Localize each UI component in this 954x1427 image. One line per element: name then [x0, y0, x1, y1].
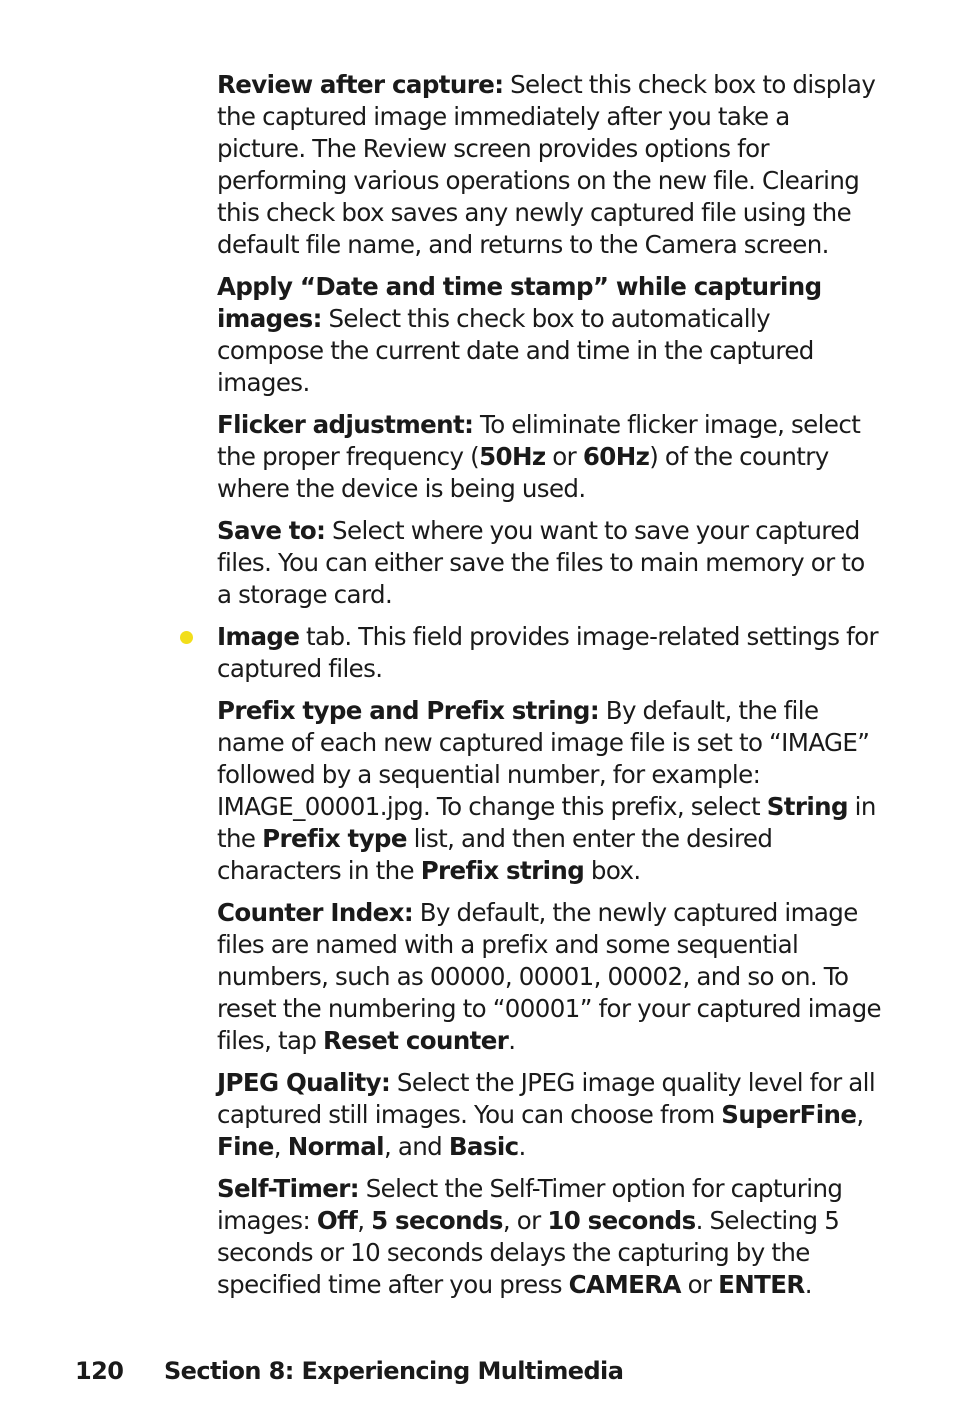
paragraph-counter-index	[217, 897, 882, 1057]
text-fragment: .	[508, 1026, 516, 1055]
text-fragment: or	[680, 1270, 719, 1299]
text-fragment: . Selecting 5 seconds or 10 seconds delays the capturing by the specified time after you press	[217, 1206, 840, 1299]
term-counter-index: Counter Index:	[217, 898, 414, 927]
bullet-dot-icon	[180, 631, 193, 644]
text-fragment: or	[545, 442, 583, 471]
option-basic: Basic	[448, 1132, 519, 1161]
paragraph-jpeg-quality	[217, 1067, 882, 1163]
text-fragment: , and	[383, 1132, 449, 1161]
text-fragment: .	[518, 1132, 526, 1161]
text-fragment: ) of the country where the device is being used.	[217, 442, 829, 503]
option-reset-counter: Reset counter	[323, 1026, 509, 1055]
text-fragment: ,	[357, 1206, 372, 1235]
paragraph-prefix	[217, 695, 882, 887]
description-date-time-stamp: Select this check box to automatically compose the current date and time in the captured images.	[217, 304, 814, 397]
text-fragment: By default, the newly captured image files are named with a prefix and some sequential numbers, such as 00000, 00001, 00002, and so on. To reset the numbering to “00001” for your captured image files, tap	[217, 898, 882, 1055]
description-image-tab: tab. This field provides image-related settings for captured files.	[217, 622, 879, 683]
text-fragment: Select the JPEG image quality level for all captured still images. You can choose from	[217, 1068, 876, 1129]
option-5-seconds: 5 seconds	[371, 1206, 503, 1235]
term-self-timer: Self-Timer:	[217, 1174, 359, 1203]
paragraph-flicker-adjustment	[217, 409, 882, 505]
term-save-to: Save to:	[217, 516, 326, 545]
term-jpeg-quality: JPEG Quality:	[217, 1068, 391, 1097]
term-date-time-stamp: Apply “Date and time stamp” while capturing images:	[217, 272, 822, 333]
text-fragment: ,	[856, 1100, 864, 1129]
key-enter: ENTER	[718, 1270, 805, 1299]
paragraph-self-timer	[217, 1173, 882, 1301]
paragraph-date-time-stamp	[217, 271, 882, 399]
page-footer	[75, 1357, 623, 1385]
field-prefix-string: Prefix string	[420, 856, 585, 885]
text-fragment: To eliminate flicker image, select the proper frequency (	[217, 410, 861, 471]
term-prefix: Prefix type and Prefix string:	[217, 696, 600, 725]
text-fragment: .	[804, 1270, 812, 1299]
term-flicker-adjustment: Flicker adjustment:	[217, 410, 474, 439]
text-fragment: , or	[502, 1206, 548, 1235]
term-review-after-capture: Review after capture:	[217, 70, 504, 99]
paragraph-review-after-capture	[217, 69, 882, 261]
field-prefix-type: Prefix type	[262, 824, 407, 853]
option-fine: Fine	[217, 1132, 274, 1161]
paragraph-save-to	[217, 515, 882, 611]
description-review-after-capture: Select this check box to display the captured image immediately after you take a picture. The Review screen provides options for performing various operations on the new file. Clearing this check box saves any newly captured file using the default file name, and returns to the Camera screen.	[217, 70, 876, 259]
option-10-seconds: 10 seconds	[547, 1206, 696, 1235]
section-title: Section 8: Experiencing Multimedia	[164, 1357, 624, 1385]
option-off: Off	[316, 1206, 358, 1235]
text-fragment: box.	[584, 856, 641, 885]
key-camera: CAMERA	[568, 1270, 681, 1299]
description-save-to: Select where you want to save your captured files. You can either save the files to main memory or to a storage card.	[217, 516, 865, 609]
option-60hz: 60Hz	[582, 442, 650, 471]
option-string: String	[766, 792, 848, 821]
text-fragment: By default, the file name of each new captured image file is set to “IMAGE” followed by a sequential number, for example: IMAGE_00001.jpg. To change this prefix, select	[217, 696, 870, 821]
text-fragment: ,	[273, 1132, 288, 1161]
text-fragment: Select the Self-Timer option for capturing images:	[217, 1174, 843, 1235]
page-number: 120	[75, 1357, 124, 1385]
option-50hz: 50Hz	[479, 442, 546, 471]
text-fragment: in the	[217, 792, 876, 853]
page-body	[217, 69, 882, 1311]
bullet-item-image-tab	[217, 621, 882, 685]
term-image-tab: Image	[217, 622, 300, 651]
text-fragment: list, and then enter the desired characters in the	[217, 824, 773, 885]
option-superfine: SuperFine	[721, 1100, 857, 1129]
option-normal: Normal	[287, 1132, 384, 1161]
